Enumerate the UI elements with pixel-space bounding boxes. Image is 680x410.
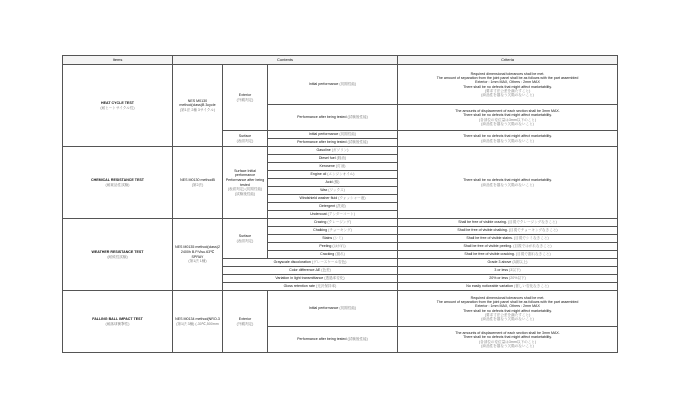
weather-crit: Shall be free of visible chalking. (目視でチョーキングなきこと) — [398, 227, 618, 235]
weather-check: Cracking (割れ) — [268, 251, 398, 259]
fall-method: NES M0134 method(NRO-3 (第1法 3種) (-30℃,500mm — [173, 291, 223, 353]
fall-crit-initial: Required dimensional tolerances shall be met. The amount of separation from the joint panel shall be as follows with the part assembled Exterior : 1mm MAX, Others : 2mm MAX There shall be no defects that might affect marketability. (要求寸法公差を満たすこと) (商品性を損なう欠陥のないこと) — [398, 291, 618, 327]
weather-method: NES M0135 method(class)2 2400h B.P.Visu.63℃ SPRAY (第1法 1種) — [173, 219, 223, 291]
heat-crit-initial: Required dimensional tolerances shall be met. The amount of separation from the joint panel shall be as follows with the part assembled Exterior : 1mm MAX, Others : 2mm MAX There shall be no defects that might affect marketability. (要求寸法公差を満たすこと) (商品性を損なう欠陥のないこと) — [398, 65, 618, 105]
chem-chemical: Kerosene (灯油) — [268, 163, 398, 171]
weather-crit: Shall be free of visible peeling. (目視ではがれなきこと) — [398, 243, 618, 251]
heat-crit-surface: There shall be no defects that might affect marketability. (商品性を損なう欠陥のないこと) — [398, 131, 618, 147]
heat-crit-after: The amounts of displacement of each section shall be 3mm MAX. There shall be no defects that might affect marketability. (各部位の変位量は3mm以下のこと) (商品性を損なう欠陥のないこと) — [398, 105, 618, 131]
items-header: Items — [63, 56, 173, 65]
heat-row-1 — [63, 65, 618, 105]
chem-chemical: Windshield washer fluid (ウォッシャー液) — [268, 195, 398, 203]
fall-exterior: Exterior (外観判定) — [223, 291, 268, 353]
criteria-header: Criteria — [398, 56, 618, 65]
contents-header: Contents — [173, 56, 398, 65]
heat-surface-after: Performance after being tested (試験後性能) — [268, 139, 398, 147]
fall-row-1 — [63, 291, 618, 327]
heat-surface: Surface (表面判定) — [223, 131, 268, 147]
fall-after: Performance after being tested (試験後性能) — [268, 327, 398, 353]
chem-chemical: Gasoline (ガソリン) — [268, 147, 398, 155]
weather-check: Peeling (はがれ) — [268, 243, 398, 251]
heat-initial: Initial performance (初期性能) — [268, 65, 398, 105]
heat-surface-initial: Initial performance (初期性能) — [268, 131, 398, 139]
weather-wide-check: Gloss retention rate (光沢保持率) — [223, 283, 398, 291]
fall-initial: Initial performance (初期性能) — [268, 291, 398, 327]
chem-method: NES M0130 methodB (第2法) — [173, 147, 223, 219]
chem-chemical: Acid (酸) — [268, 179, 398, 187]
heat-exterior: Exterior (外観判定) — [223, 65, 268, 131]
weather-wide-check: Color difference ΔE (色差) — [223, 267, 398, 275]
weather-crit: Shall be free of visible crazing. (目視でクレージングなきこと) — [398, 219, 618, 227]
weather-crit: 3 or less (3以下) — [398, 267, 618, 275]
chem-chemical: Wax (ワックス) — [268, 187, 398, 195]
weather-check: Stains (シミ) — [268, 235, 398, 243]
weather-wide-check: Variation in light transmittance (透過率変化) — [223, 275, 398, 283]
weather-wide-check: Grayscale discoloration (グレースケール変色) — [223, 259, 398, 267]
chem-item: CHEMICAL RESISTANCE TEST (耐薬品性試験) — [63, 147, 173, 219]
weather-surface: Surface (表面判定) — [223, 219, 268, 259]
fall-item: FALLING BALL IMPACT TEST (耐落球衝撃性) — [63, 291, 173, 353]
heat-method: NES M0130 method(class)B 3cycle (第1法 2種 3サイクル) — [173, 65, 223, 147]
weather-crit: 20% or less (20%以下) — [398, 275, 618, 283]
test-spec-table — [62, 55, 618, 353]
weather-crit: Shall be free of visible cracking. (目視で割れなきこと) — [398, 251, 618, 259]
weather-check: Crazing (クレージング) — [268, 219, 398, 227]
weather-row-1 — [63, 219, 618, 227]
heat-after: Performance after being tested (試験後性能) — [268, 105, 398, 131]
chem-chemical: Diesel fuel (軽油) — [268, 155, 398, 163]
test-spec-sheet — [62, 55, 617, 353]
chem-row-1 — [63, 147, 618, 155]
weather-crit: Shall be free of visible stains. (目視でシミなきこと) — [398, 235, 618, 243]
chem-content: Surface Initial performance Performance after being tested (表面判定) (初期性能) (試験後性能) — [223, 147, 268, 219]
heat-item: HEAT CYCLE TEST (耐ヒートサイクル性) — [63, 65, 173, 147]
chem-chemical: Undercoat (アンダーコート) — [268, 211, 398, 219]
weather-item: WEATHER RESISTANCE TEST (耐候性試験) — [63, 219, 173, 291]
header-row — [63, 56, 618, 65]
chem-chemical: Detergent (洗剤) — [268, 203, 398, 211]
weather-crit: No easily noticeable variation (著しい変化なきこと) — [398, 283, 618, 291]
weather-crit: Grade 3 above (3級以上) — [398, 259, 618, 267]
chem-crit: There shall be no defects that might affect marketability. (商品性を損なう欠陥のないこと) — [398, 147, 618, 219]
fall-crit-after: The amounts of displacement of each section shall be 3mm MAX. There shall be no defects that might affect marketability. (各部位の変位量は3mm以下のこと) (商品性を損なう欠陥のないこと) — [398, 327, 618, 353]
weather-check: Chalking (チョーキング) — [268, 227, 398, 235]
chem-chemical: Engine oil (エンジンオイル) — [268, 171, 398, 179]
